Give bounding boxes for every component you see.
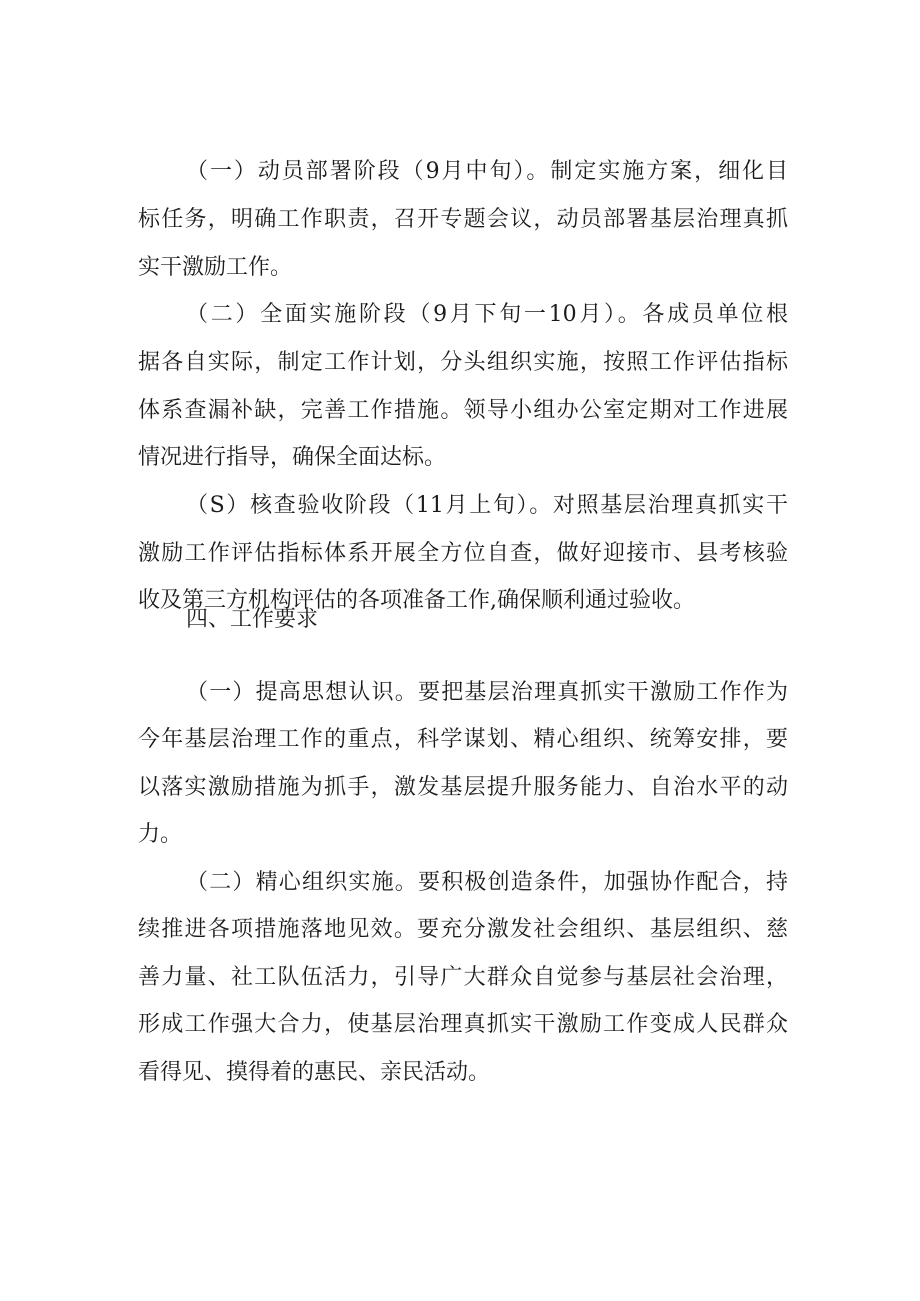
para-3-line-3: 收及第三方机构评估的各项准备工作,确保顺利通过验收。 xyxy=(138,588,695,613)
para-4-line-2: 今年基层治理工作的重点，科学谋划、精心组织、统筹安排，要 xyxy=(138,727,788,752)
para-2-line-2: 据各自实际，制定工作计划，分头组织实施，按照工作评估指标 xyxy=(138,350,788,375)
para-5-line-2: 续推进各项措施落地见效。要充分激发社会组织、基层组织、慈 xyxy=(138,917,788,942)
para-1-line-3: 实干激励工作。 xyxy=(138,255,293,280)
section-heading: 四、工作要求 xyxy=(186,607,319,632)
para-4-line-4: 力。 xyxy=(138,822,183,847)
para-2-line-3: 体系查漏补缺，完善工作措施。领导小组办公室定期对工作进展 xyxy=(138,398,788,423)
para-1-line-2: 标任务，明确工作职责，召开专题会议，动员部署基层治理真抓 xyxy=(138,207,788,232)
para-1-line-1: （一）动员部署阶段（9月中旬）。制定实施方案，细化目 xyxy=(186,159,788,184)
para-3-line-1: （S）核查验收阶段（11月上旬）。对照基层治理真抓实干 xyxy=(186,493,788,518)
para-3-line-2: 激励工作评估指标体系开展全方位自查，做好迎接市、县考核验 xyxy=(138,541,788,566)
para-2-line-1: （二）全面实施阶段（9月下旬一10月）。各成员单位根 xyxy=(186,302,788,327)
para-5-line-1: （二）精心组织实施。要积极创造条件，加强协作配合，持 xyxy=(186,870,788,895)
para-5-line-5: 看得见、摸得着的惠民、亲民活动。 xyxy=(138,1060,491,1085)
para-5-line-3: 善力量、社工队伍活力，引导广大群众自觉参与基层社会治理， xyxy=(138,965,788,990)
para-2-line-4: 情况进行指导，确保全面达标。 xyxy=(138,445,447,470)
para-4-line-1: （一）提高思想认识。要把基层治理真抓实干激励工作作为 xyxy=(186,680,788,705)
para-5-line-4: 形成工作强大合力，使基层治理真抓实干激励工作变成人民群众 xyxy=(138,1012,788,1037)
para-4-line-3: 以落实激励措施为抓手，激发基层提升服务能力、自治水平的动 xyxy=(138,775,788,800)
